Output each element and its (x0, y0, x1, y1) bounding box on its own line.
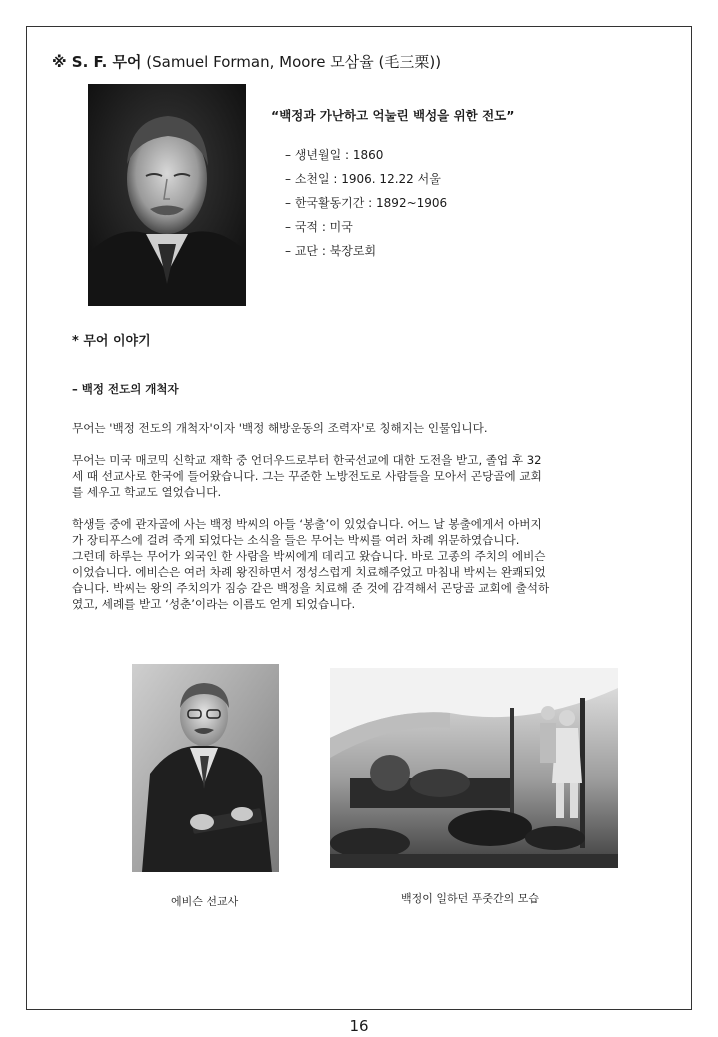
fact-denomination: – 교단 : 북장로회 (285, 244, 377, 258)
fact-nationality: – 국적 : 미국 (285, 220, 353, 234)
paragraph-intro (72, 420, 648, 436)
paragraph-line: 무어는 미국 매코믹 신학교 재학 중 언더우드로부터 한국선교에 대한 도전을 받고, 졸업 후 32 (72, 453, 542, 467)
avison-photo (132, 664, 279, 872)
paragraph-line: 였고, 세례를 받고 ‘성춘’이라는 이름도 얻게 되었습니다. (72, 597, 356, 611)
paragraph-story (72, 516, 648, 612)
fact-death: – 소천일 : 1906. 12.22 서울 (285, 172, 441, 186)
butcher-shop-caption: 백정이 일하던 푸줏간의 모습 (401, 892, 540, 905)
paragraph-line: 가 장티푸스에 걸려 죽게 되었다는 소식을 들은 무어는 박씨를 여러 차례 위문하였습니다. (72, 533, 520, 547)
paragraph-line: 무어는 '백정 전도의 개척자'이자 '백정 해방운동의 조력자'로 칭해지는 인물입니다. (72, 421, 488, 435)
fact-list (285, 146, 447, 266)
heading-name: ※ S. F. 무어 (52, 53, 142, 71)
paragraph-line: 이었습니다. 에비슨은 여러 차례 왕진하면서 정성스럽게 치료해주었고 마침내 박씨는 완쾌되었 (72, 565, 546, 579)
fact-activity-period: – 한국활동기간 : 1892~1906 (285, 196, 448, 210)
sub-title: – 백정 전도의 개척자 (72, 382, 179, 396)
butcher-shop-photo (330, 668, 618, 868)
paragraph-line: 를 세우고 학교도 열었습니다. (72, 485, 222, 499)
heading-fullname: (Samuel Forman, Moore 모삼율 (毛三栗)) (141, 53, 442, 71)
avison-caption: 에비슨 선교사 (171, 895, 239, 908)
page-heading (52, 51, 441, 72)
mission-quote: “백정과 가난하고 억눌린 백성을 위한 전도” (271, 108, 515, 123)
page-number: 16 (349, 1017, 369, 1035)
fact-birth: – 생년월일 : 1860 (285, 148, 384, 162)
paragraph-arrival (72, 452, 648, 500)
paragraph-line: 학생들 중에 관자골에 사는 백정 박씨의 아들 ‘봉출’이 있었습니다. 어느 날 봉출에게서 아버지 (72, 517, 542, 531)
paragraph-line: 그런데 하루는 무어가 외국인 한 사람을 박씨에게 데리고 왔습니다. 바로 고종의 주치의 에비슨 (72, 549, 546, 563)
section-title: * 무어 이야기 (72, 334, 151, 349)
paragraph-line: 세 때 선교사로 한국에 들어왔습니다. 그는 꾸준한 노방전도로 사람들을 모아서 곤당골에 교회 (72, 469, 542, 483)
moore-portrait (88, 84, 246, 306)
paragraph-line: 습니다. 박씨는 왕의 주치의가 짐승 같은 백정을 치료해 준 것에 감격해서 곤당골 교회에 출석하 (72, 581, 550, 595)
